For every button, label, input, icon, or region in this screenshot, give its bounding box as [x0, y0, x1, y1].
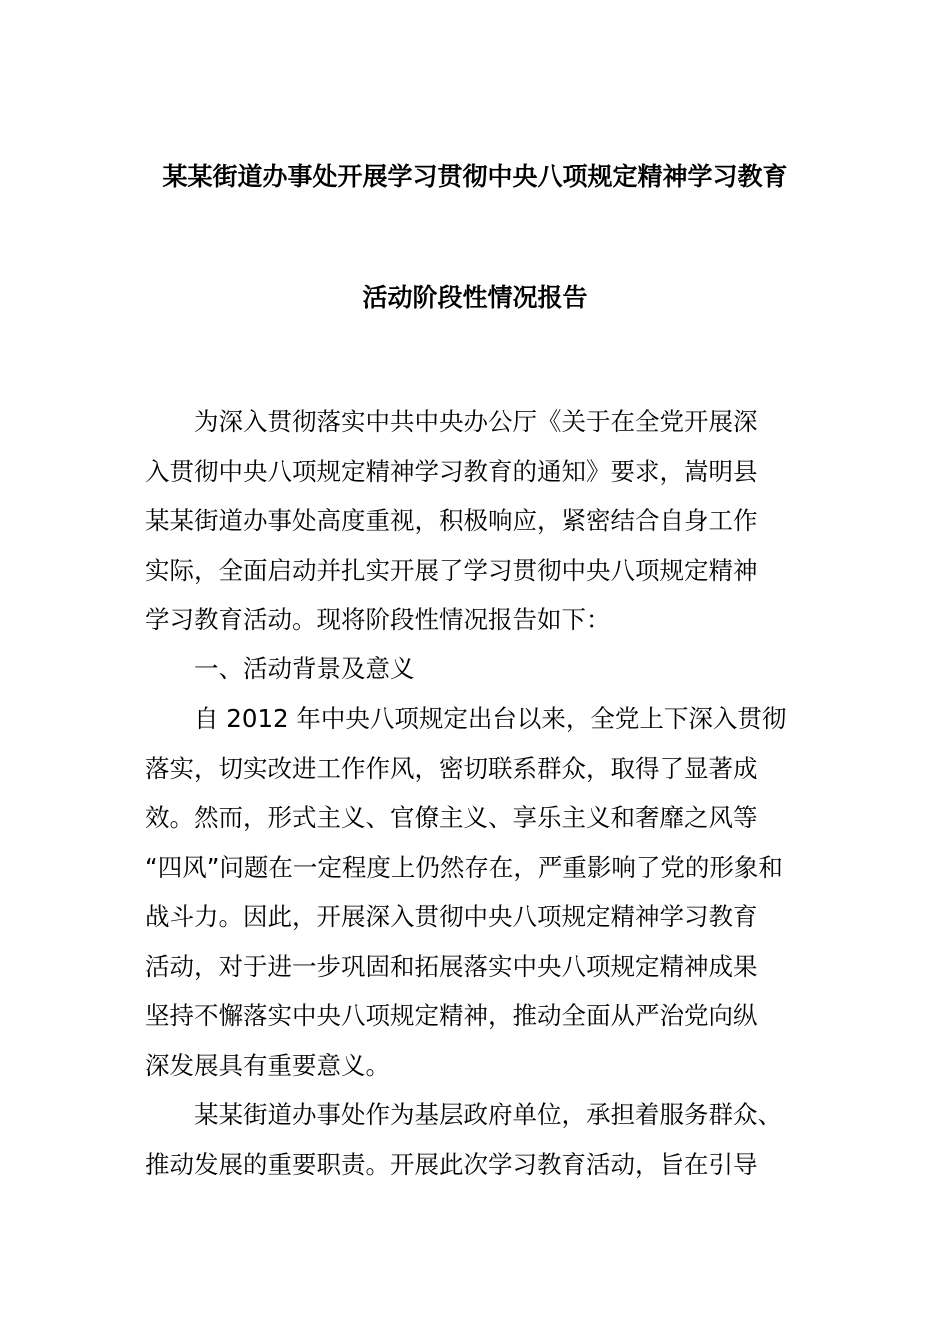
- paragraph-1-line-2: 入贯彻中央八项规定精神学习教育的通知》要求，嵩明县: [145, 457, 758, 486]
- paragraph-3-line-1: 某某街道办事处作为基层政府单位，承担着服务群众、: [194, 1100, 782, 1129]
- section-heading-1: 一、活动背景及意义: [194, 654, 415, 683]
- paragraph-3-line-2: 推动发展的重要职责。开展此次学习教育活动，旨在引导: [145, 1150, 758, 1179]
- paragraph-2-line-6: 活动，对于进一步巩固和拓展落实中央八项规定精神成果: [145, 952, 758, 981]
- paragraph-1-line-1: 为深入贯彻落实中共中央办公厅《关于在全党开展深: [194, 407, 758, 436]
- paragraph-2-line-4: “四风”问题在一定程度上仍然存在，严重影响了党的形象和: [145, 853, 783, 882]
- paragraph-2-line-1: 自 2012 年中央八项规定出台以来，全党上下深入贯彻: [194, 704, 787, 733]
- paragraph-2-line-7: 坚持不懈落实中央八项规定精神，推动全面从严治党向纵: [145, 1001, 758, 1030]
- paragraph-2-line-5: 战斗力。因此，开展深入贯彻中央八项规定精神学习教育: [145, 902, 758, 931]
- document-title-line-2: 活动阶段性情况报告: [362, 283, 588, 312]
- document-title-line-1: 某某街道办事处开展学习贯彻中央八项规定精神学习教育: [162, 162, 788, 191]
- paragraph-2-line-8: 深发展具有重要意义。: [145, 1051, 390, 1080]
- paragraph-1-line-4: 实际，全面启动并扎实开展了学习贯彻中央八项规定精神: [145, 556, 758, 585]
- paragraph-2-line-2: 落实，切实改进工作作风，密切联系群众，取得了显著成: [145, 754, 758, 783]
- paragraph-1-line-3: 某某街道办事处高度重视，积极响应，紧密结合自身工作: [145, 506, 758, 535]
- paragraph-2-line-3: 效。然而，形式主义、官僚主义、享乐主义和奢靡之风等: [145, 803, 758, 832]
- paragraph-1-line-5: 学习教育活动。现将阶段性情况报告如下：: [145, 605, 611, 634]
